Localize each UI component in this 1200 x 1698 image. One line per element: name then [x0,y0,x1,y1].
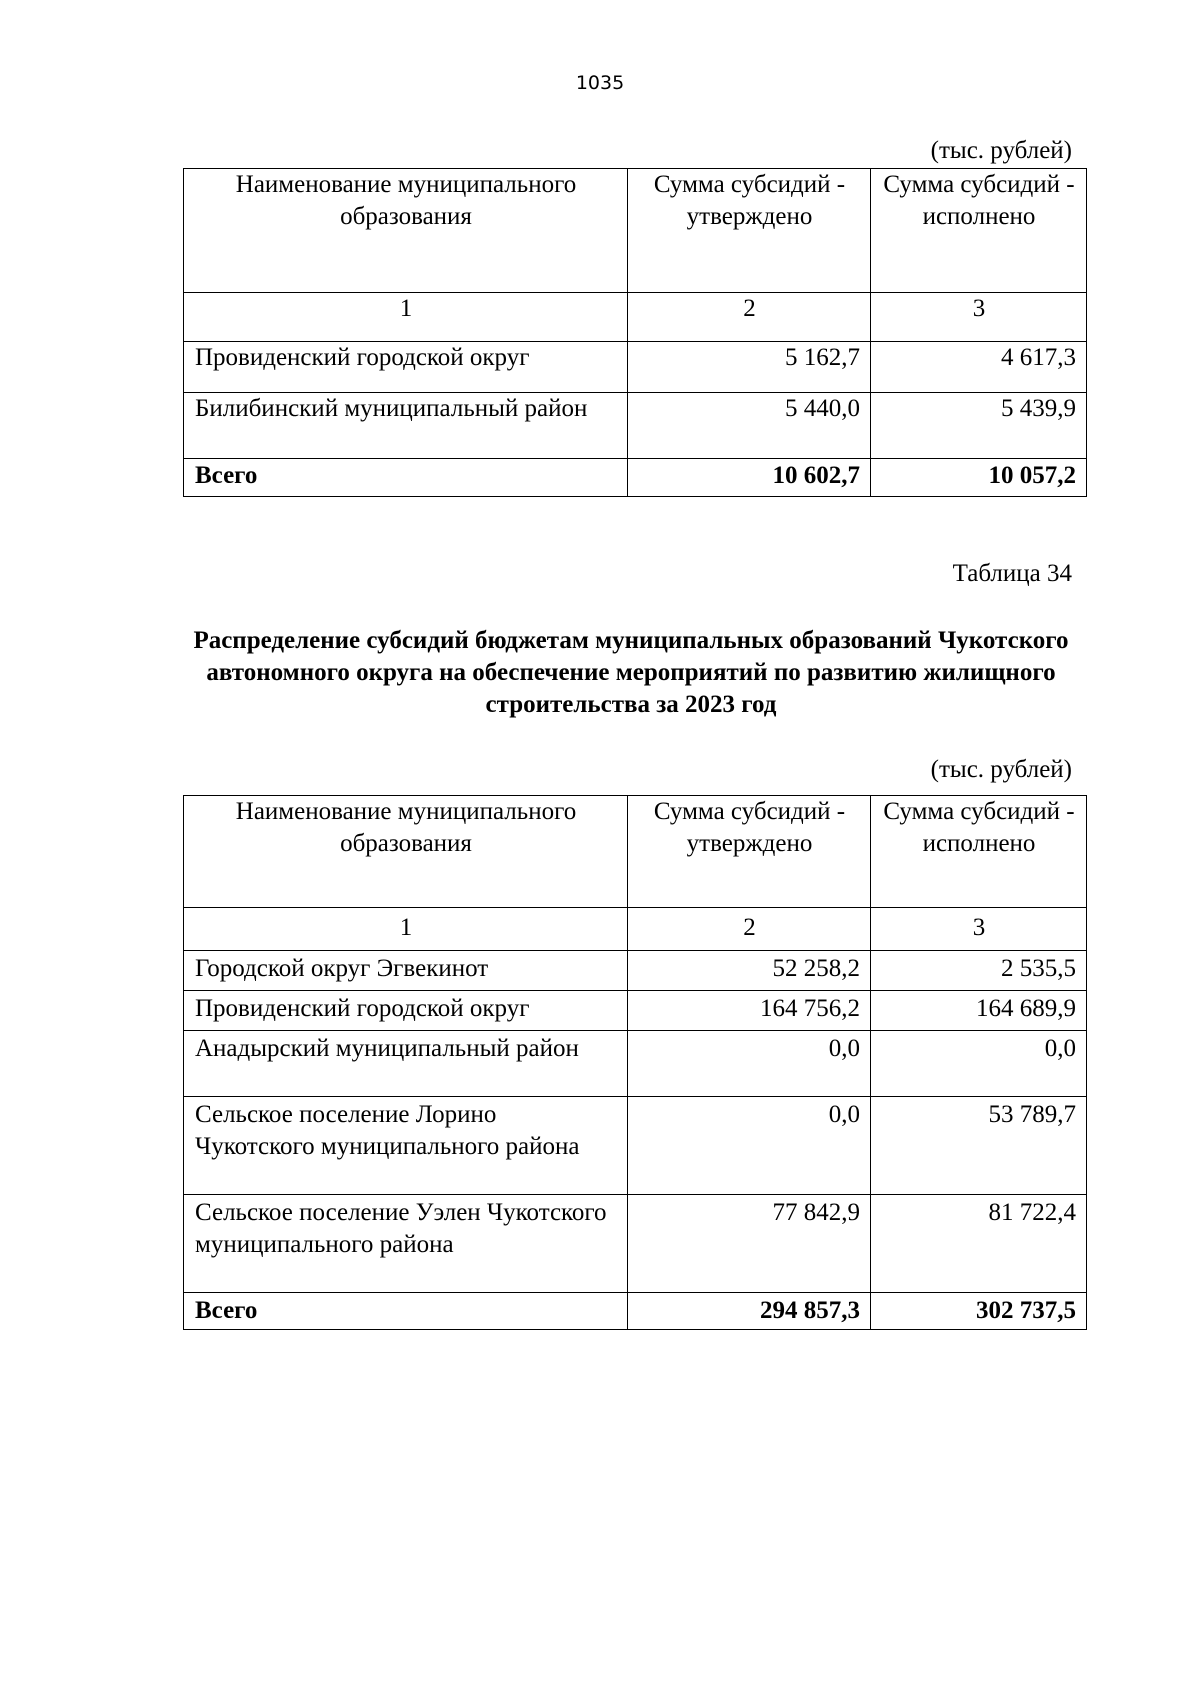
executed-value: 164 689,9 [871,991,1087,1031]
table-row [184,951,1087,991]
column-number: 1 [184,908,628,951]
approved-value: 0,0 [628,1097,871,1195]
header-executed: Сумма субсидий - исполнено [871,796,1087,908]
table-row [184,393,1087,459]
total-executed: 302 737,5 [871,1293,1087,1330]
header-approved: Сумма субсидий - утверждено [628,169,871,293]
approved-value: 5 440,0 [628,393,871,459]
approved-value: 0,0 [628,1031,871,1097]
column-number: 3 [871,293,1087,342]
table-heading: Распределение субсидий бюджетам муниципальных образований Чукотского автономного округа на обеспечение мероприятий по развитию жилищного строительства за 2023 год [193,627,1069,718]
approved-value: 77 842,9 [628,1195,871,1293]
executed-value: 53 789,7 [871,1097,1087,1195]
total-approved: 10 602,7 [628,459,871,497]
header-approved: Сумма субсидий - утверждено [628,796,871,908]
table-row [184,991,1087,1031]
column-number: 2 [628,293,871,342]
table-row [184,1031,1087,1097]
table-caption: Таблица 34 [952,560,1072,587]
column-number-row [184,908,1087,951]
column-number: 2 [628,908,871,951]
table-row [184,1195,1087,1293]
header-municipality: Наименование муниципального образования [184,796,628,908]
column-number-row [184,293,1087,342]
total-row [184,1293,1087,1330]
approved-value: 164 756,2 [628,991,871,1031]
executed-value: 5 439,9 [871,393,1087,459]
municipality-name: Провиденский городской округ [184,991,628,1031]
header-executed: Сумма субсидий - исполнено [871,169,1087,293]
header-municipality: Наименование муниципального образования [184,169,628,293]
subsidy-table-2 [183,795,1087,1330]
municipality-name: Провиденский городской округ [184,342,628,393]
municipality-name: Сельское поселение Уэлен Чукотского муниципального района [184,1195,628,1293]
municipality-name: Анадырский муниципальный район [184,1031,628,1097]
units-label: (тыс. рублей) [930,137,1072,164]
column-number: 1 [184,293,628,342]
executed-value: 0,0 [871,1031,1087,1097]
municipality-name: Билибинский муниципальный район [184,393,628,459]
total-label: Всего [184,459,628,497]
approved-value: 5 162,7 [628,342,871,393]
page-number: 1035 [575,72,625,94]
municipality-name: Сельское поселение Лорино Чукотского муниципального района [184,1097,628,1195]
table-header-row [184,796,1087,908]
executed-value: 2 535,5 [871,951,1087,991]
total-label: Всего [184,1293,628,1330]
total-executed: 10 057,2 [871,459,1087,497]
table-row [184,1097,1087,1195]
subsidy-table-1 [183,168,1087,497]
table-row [184,342,1087,393]
total-approved: 294 857,3 [628,1293,871,1330]
units-label: (тыс. рублей) [930,756,1072,783]
column-number: 3 [871,908,1087,951]
executed-value: 4 617,3 [871,342,1087,393]
total-row [184,459,1087,497]
municipality-name: Городской округ Эгвекинот [184,951,628,991]
executed-value: 81 722,4 [871,1195,1087,1293]
approved-value: 52 258,2 [628,951,871,991]
table-header-row [184,169,1087,293]
